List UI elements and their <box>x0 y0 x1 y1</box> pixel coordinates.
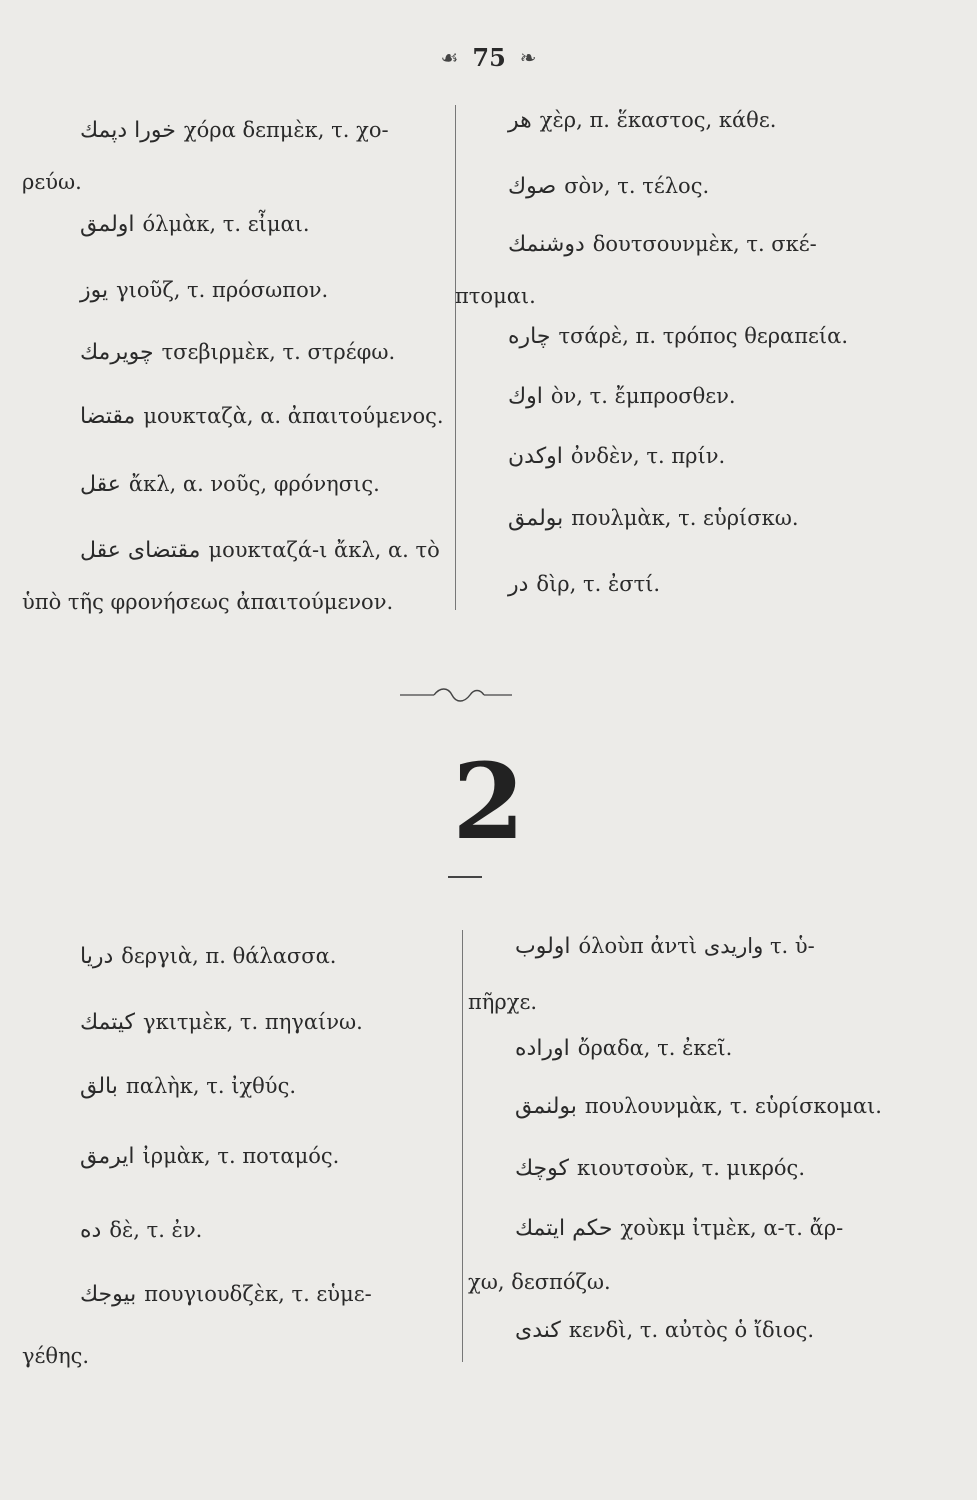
entry: خورا دپمك χόρα δεπμὲκ, τ. χο- <box>80 118 389 143</box>
entry: صوك σὸν, τ. τέλος. <box>508 174 710 199</box>
entry: مقتضای عقل μουκταζά-ι ἄκλ, α. τὸ <box>80 538 440 563</box>
entry-continuation: χω, δεσπόζω. <box>468 1270 611 1294</box>
entry: چاره τσάρὲ, π. τρόπος θεραπεία. <box>508 324 849 349</box>
entry-continuation: πτομαι. <box>455 284 536 308</box>
page-number: 75 <box>472 43 506 72</box>
ornamental-divider-icon <box>400 685 512 705</box>
entry: عقل ἄκλ, α. νοῦς, φρόνησις. <box>80 472 380 497</box>
entry: ايرمق ἰρμὰκ, τ. ποταμός. <box>80 1144 340 1169</box>
entry: اوك ὸν, τ. ἔμπροσθεν. <box>508 384 736 409</box>
entry: اولمق όλμὰκ, τ. εἶμαι. <box>80 212 310 237</box>
entry: كوچك κιουτσοὺκ, τ. μικρός. <box>515 1156 805 1181</box>
column-rule <box>462 930 463 1362</box>
right-ornament-icon: ❧ <box>519 45 537 70</box>
entry: كيتمك γκιτμὲκ, τ. πηγαίνω. <box>80 1010 363 1035</box>
page-header <box>0 42 977 72</box>
entry: مقتضا μουκταζὰ, α. ἀπαιτούμενος. <box>80 404 444 429</box>
entry: بولنمق πουλουνμὰκ, τ. εὑρίσκομαι. <box>515 1094 882 1119</box>
entry: بالق παλὴκ, τ. ἰχθύς. <box>80 1074 297 1099</box>
entry-continuation: ρεύω. <box>22 170 82 194</box>
entry: در δὶρ, τ. ἐστί. <box>508 572 661 597</box>
entry: اوكدن ὀνδὲν, τ. πρίν. <box>508 444 726 469</box>
entry: اولوب όλοὺπ ἀντὶ واريدى τ. ὑ- <box>515 934 815 959</box>
left-ornament-icon: ☙ <box>440 45 459 70</box>
entry: حكم ايتمك χοὺκμ ἰτμὲκ, α-τ. ἄρ- <box>515 1216 844 1241</box>
short-rule <box>448 876 482 878</box>
entry: ده δὲ, τ. ἐν. <box>80 1218 203 1243</box>
chapter-number: 2 <box>452 740 525 863</box>
entry: دوشنمك δουτσουνμὲκ, τ. σκέ- <box>508 232 817 257</box>
column-rule <box>455 105 456 610</box>
entry: اوراده ὄραδα, τ. ἐκεῖ. <box>515 1036 733 1061</box>
entry: بيوجك πουγιουδζὲκ, τ. εὑμε- <box>80 1282 372 1307</box>
entry: كندى κενδὶ, τ. αὐτὸς ὁ ἴδιος. <box>515 1318 815 1343</box>
entry-continuation: γέθης. <box>22 1344 90 1368</box>
entry: هر χὲρ, π. ἕκαστος, κάθε. <box>508 108 777 133</box>
entry-continuation: ὑπὸ τῆς φρονήσεως ἀπαιτούμενον. <box>22 590 394 614</box>
entry: يوز γιοῦζ, τ. πρόσωπον. <box>80 278 329 303</box>
entry: دريا δεργιὰ, π. θάλασσα. <box>80 944 337 969</box>
entry: بولمق πουλμὰκ, τ. εὑρίσκω. <box>508 506 799 531</box>
entry-continuation: πῆρχε. <box>468 990 538 1014</box>
entry: چويرمك τσεβιρμὲκ, τ. στρέφω. <box>80 340 396 365</box>
